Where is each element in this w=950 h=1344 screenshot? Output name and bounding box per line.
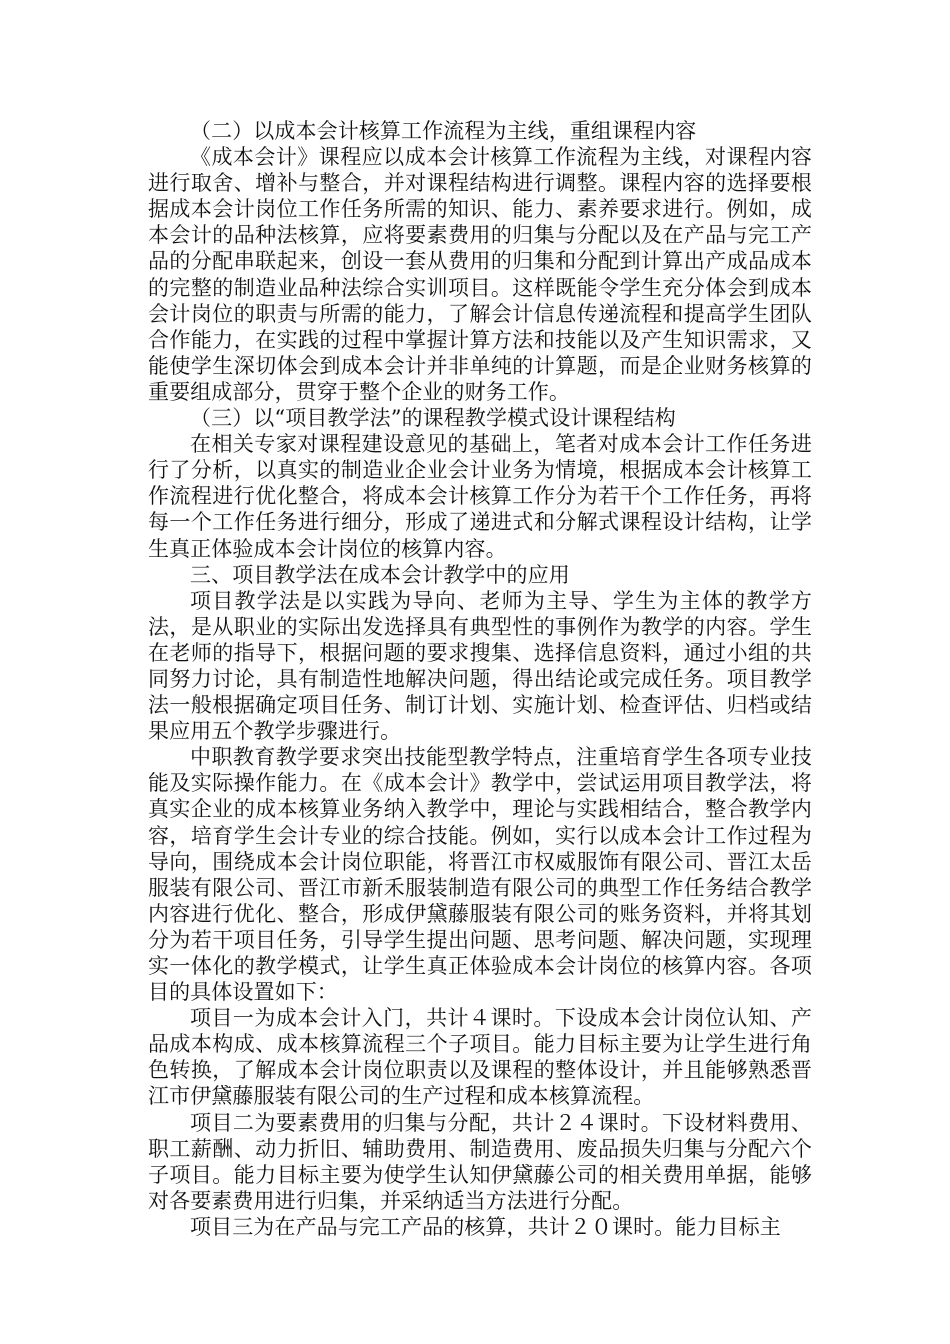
heading-part-3: 三、项目教学法在成本会计教学中的应用 <box>190 562 570 587</box>
paragraph-project-2: 项目二为要素费用的归集与分配，共计２４课时。下设材料费用、职工薪酬、动力折旧、辅助费用、制造费用、废品损失归集与分配六个子项目。能力目标主要为使学生认知伊黛藤公司的相关费用单据，能够对各要素费用进行归集，并采纳适当方法进行分配。 <box>148 1110 812 1213</box>
heading-section-3: （三）以“项目教学法”的课程教学模式设计课程结构 <box>190 406 676 431</box>
heading-section-2: （二）以成本会计核算工作流程为主线，重组课程内容 <box>190 119 697 143</box>
document-body <box>148 118 812 1240</box>
paragraph: 《成本会计》课程应以成本会计核算工作流程为主线，对课程内容进行取舍、增补与整合，并对课程结构进行调整。课程内容的选择要根据成本会计岗位工作任务所需的知识、能力、素养要求进行。例如，成本会计的品种法核算，应将要素费用的归集与分配以及在产品与完工产品的分配串联起来，创设一套从费用的归集和分配到计算出产成品成本的完整的制造业品种法综合实训项目。这样既能令学生充分体会到成本会计岗位的职责与所需的能力，了解会计信息传递流程和提高学生团队合作能力，在实践的过程中掌握计算方法和技能以及产生知识需求，又能使学生深切体会到成本会计并非单纯的计算题，而是企业财务核算的重要组成部分，贯穿于整个企业的财务工作。 <box>148 145 812 404</box>
paragraph-project-1: 项目一为成本会计入门，共计４课时。下设成本会计岗位认知、产品成本构成、成本核算流程三个子项目。能力目标主要为让学生进行角色转换，了解成本会计岗位职责以及课程的整体设计，并且能够熟悉晋江市伊黛藤服装有限公司的生产过程和成本核算流程。 <box>148 1006 812 1109</box>
paragraph: 在相关专家对课程建设意见的基础上，笔者对成本会计工作任务进行了分析，以真实的制造业企业会计业务为情境，根据成本会计核算工作流程进行优化整合，将成本会计核算工作分为若干个工作任务，再将每一个工作任务进行细分，形成了递进式和分解式课程设计结构，让学生真正体验成本会计岗位的核算内容。 <box>148 432 812 561</box>
paragraph: 中职教育教学要求突出技能型教学特点，注重培育学生各项专业技能及实际操作能力。在《成本会计》教学中，尝试运用项目教学法，将真实企业的成本核算业务纳入教学中，理论与实践相结合，整合教学内容，培育学生会计专业的综合技能。例如，实行以成本会计工作过程为导向，围绕成本会计岗位职能，将晋江市权威服饰有限公司、晋江太岳服装有限公司、晋江市新禾服装制造有限公司的典型工作任务结合教学内容进行优化、整合，形成伊黛藤服装有限公司的账务资料，并将其划分为若干项目任务，引导学生提出问题、思考问题、解决问题，实现理实一体化的教学模式，让学生真正体验成本会计岗位的核算内容。各项目的具体设置如下： <box>148 745 812 1005</box>
paragraph-project-3: 项目三为在产品与完工产品的核算，共计２０课时。能力目标主 <box>190 1214 781 1239</box>
paragraph: 项目教学法是以实践为导向、老师为主导、学生为主体的教学方法，是从职业的实际出发选择具有典型性的事例作为教学的内容。学生在老师的指导下，根据问题的要求搜集、选择信息资料，通过小组的共同努力讨论，具有制造性地解决问题，得出结论或完成任务。项目教学法一般根据确定项目任务、制订计划、实施计划、检查评估、归档或结果应用五个教学步骤进行。 <box>148 588 812 744</box>
